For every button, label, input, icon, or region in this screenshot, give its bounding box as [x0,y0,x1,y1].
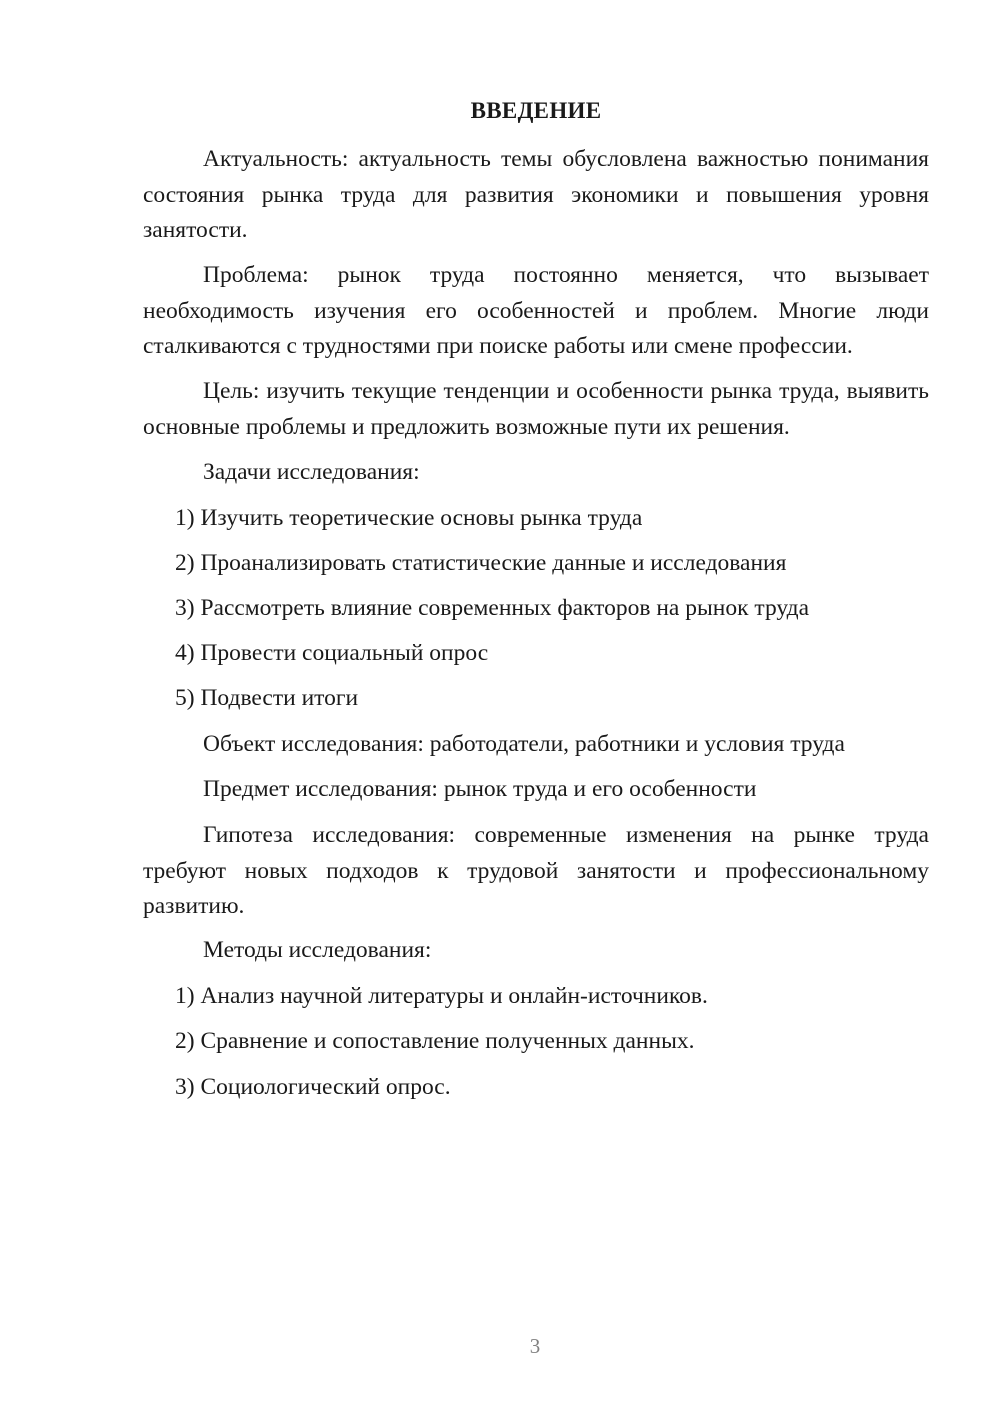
methods-heading: Методы исследования: [203,937,432,963]
tasks-heading: Задачи исследования: [203,459,420,485]
hypothesis-paragraph: Гипотеза исследования: современные изменения на рынке труда требуют новых подходов к трудовой занятости и профессиональному развитию. [143,822,929,919]
goal-paragraph: Цель: изучить текущие тенденции и особенности рынка труда, выявить основные проблемы и предложить возможные пути их решения. [143,378,929,440]
page-number: 3 [529,1334,541,1358]
task-item: 4) Провести социальный опрос [175,640,489,666]
task-item: 5) Подвести итоги [175,685,359,711]
task-item: 1) Изучить теоретические основы рынка труда [175,505,643,531]
subject-line: Предмет исследования: рынок труда и его особенности [203,776,757,802]
problem-paragraph: Проблема: рынок труда постоянно меняется, что вызывает необходимость изучения его особенностей и проблем. Многие люди сталкиваются с трудностями при поиске работы или смене профессии. [143,262,929,359]
object-line: Объект исследования: работодатели, работники и условия труда [203,731,845,757]
task-item: 2) Проанализировать статистические данные и исследования [175,550,787,576]
method-item: 3) Социологический опрос. [175,1074,451,1100]
task-item: 3) Рассмотреть влияние современных факторов на рынок труда [175,595,810,621]
relevance-paragraph: Актуальность: актуальность темы обусловлена важностью понимания состояния рынка труда для развития экономики и повышения уровня занятости. [143,146,929,243]
section-title: ВВЕДЕНИЕ [470,98,602,123]
method-item: 2) Сравнение и сопоставление полученных данных. [175,1028,695,1054]
method-item: 1) Анализ научной литературы и онлайн-источников. [175,983,708,1009]
